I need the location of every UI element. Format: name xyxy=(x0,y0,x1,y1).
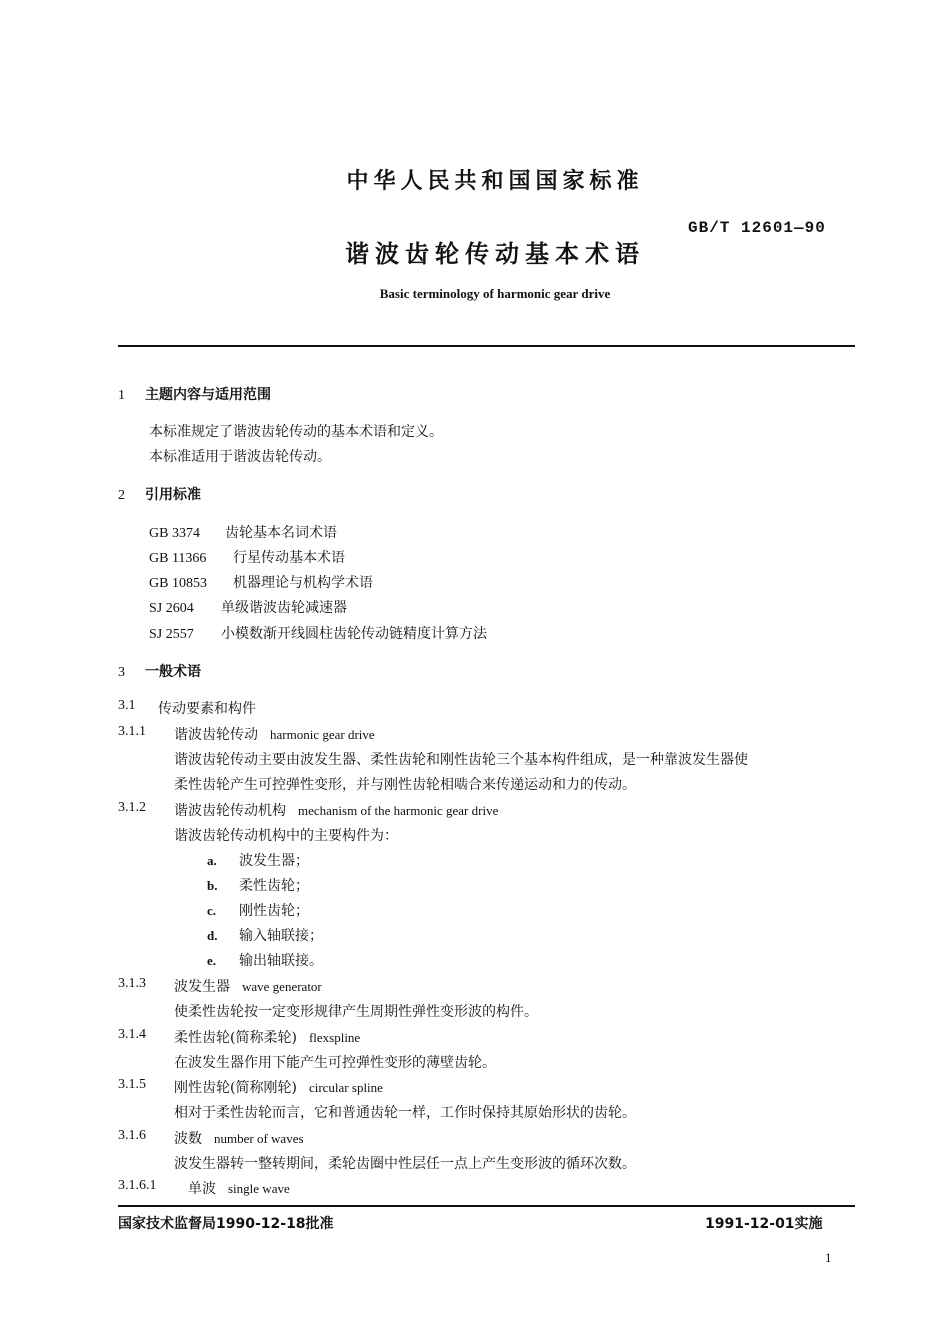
list-item-label: d. xyxy=(207,928,218,943)
term-number: 3.1 xyxy=(118,698,136,713)
term-title: 刚性齿轮(简称刚轮) xyxy=(174,1080,297,1096)
list-item xyxy=(207,900,309,920)
term-entry xyxy=(174,1128,304,1148)
term-definition: 谐波齿轮传动机构中的主要构件为： xyxy=(174,828,398,844)
list-item-text: 刚性齿轮； xyxy=(239,903,309,919)
section-heading xyxy=(118,384,271,404)
term-definition: 谐波齿轮传动主要由波发生器、柔性齿轮和刚性齿轮三个基本构件组成，是一种靠波发生器使 xyxy=(174,752,748,768)
national-standard-heading: 中华人民共和国国家标准 xyxy=(346,169,644,194)
section-title: 一般术语 xyxy=(145,664,201,680)
term-definition: 相对于柔性齿轮而言，它和普通齿轮一样，工作时保持其原始形状的齿轮。 xyxy=(174,1105,636,1121)
scope-paragraph: 本标准适用于谐波齿轮传动。 xyxy=(149,449,331,465)
term-english: wave generator xyxy=(242,979,322,994)
list-item xyxy=(207,850,309,870)
list-item-label: a. xyxy=(207,853,217,868)
list-item-text: 输入轴联接； xyxy=(239,928,323,944)
term-number: 3.1.6 xyxy=(118,1128,146,1143)
effective-date: 1991-12-01实施 xyxy=(705,1216,823,1232)
reference-title: 机器理论与机构学术语 xyxy=(233,575,373,591)
reference-item xyxy=(149,597,347,617)
reference-code: GB 3374 xyxy=(149,526,200,541)
term-number: 3.1.2 xyxy=(118,800,146,815)
term-definition: 柔性齿轮产生可控弹性变形，并与刚性齿轮相啮合来传递运动和力的传动。 xyxy=(174,777,636,793)
reference-code: SJ 2557 xyxy=(149,627,194,642)
header-divider xyxy=(118,345,855,347)
section-title: 主题内容与适用范围 xyxy=(145,387,271,403)
section-number: 1 xyxy=(118,388,125,403)
list-item xyxy=(207,875,309,895)
list-item-text: 柔性齿轮； xyxy=(239,878,309,894)
term-title: 波发生器 xyxy=(174,979,230,995)
list-item-label: e. xyxy=(207,953,217,968)
term-title: 谐波齿轮传动 xyxy=(174,727,258,743)
term-entry xyxy=(174,976,322,996)
section-title: 引用标准 xyxy=(145,487,201,503)
reference-item xyxy=(149,572,373,592)
reference-item xyxy=(149,522,337,542)
term-title: 波数 xyxy=(174,1131,202,1147)
term-definition: 使柔性齿轮按一定变形规律产生周期性弹性变形波的构件。 xyxy=(174,1004,538,1020)
page-number: 1 xyxy=(825,1250,832,1265)
term-entry xyxy=(174,1077,383,1097)
scope-paragraph: 本标准规定了谐波齿轮传动的基本术语和定义。 xyxy=(149,424,443,440)
reference-code: GB 11366 xyxy=(149,551,207,566)
term-english: number of waves xyxy=(214,1131,304,1146)
list-item-text: 波发生器； xyxy=(239,853,309,869)
approval-date: 国家技术监督局1990-12-18批准 xyxy=(118,1216,334,1232)
section-number: 2 xyxy=(118,488,125,503)
reference-code: GB 10853 xyxy=(149,576,207,591)
document-title-cn: 谐波齿轮传动基本术语 xyxy=(345,240,645,268)
term-number: 3.1.4 xyxy=(118,1027,146,1042)
term-english: flexspline xyxy=(308,1030,361,1045)
section-heading xyxy=(118,661,201,681)
reference-title: 单级谐波齿轮减速器 xyxy=(221,600,347,616)
footer-divider xyxy=(118,1205,855,1207)
term-definition: 在波发生器作用下能产生可控弹性变形的薄壁齿轮。 xyxy=(174,1055,496,1071)
list-item xyxy=(207,925,323,945)
term-english: single wave xyxy=(228,1181,290,1196)
standard-code: GB/T 12601—90 xyxy=(688,219,826,237)
reference-item xyxy=(149,547,345,567)
list-item-label: b. xyxy=(207,878,218,893)
reference-title: 齿轮基本名词术语 xyxy=(225,525,337,541)
section-number: 3 xyxy=(118,665,125,680)
term-number: 3.1.3 xyxy=(118,976,146,991)
term-number: 3.1.5 xyxy=(118,1077,146,1092)
term-title: 柔性齿轮(简称柔轮) xyxy=(174,1030,297,1046)
term-english: circular spline xyxy=(308,1080,383,1095)
term-entry xyxy=(174,1027,360,1047)
term-entry xyxy=(174,800,498,820)
term-title: 传动要素和构件 xyxy=(158,701,256,717)
reference-title: 行星传动基本术语 xyxy=(233,550,345,566)
reference-code: SJ 2604 xyxy=(149,601,194,616)
term-number: 3.1.6.1 xyxy=(118,1178,157,1193)
list-item-text: 输出轴联接。 xyxy=(239,953,323,969)
term-entry xyxy=(174,724,375,744)
list-item xyxy=(207,950,323,970)
term-english: mechanism of the harmonic gear drive xyxy=(298,803,499,818)
term-english: harmonic gear drive xyxy=(270,727,375,742)
section-heading xyxy=(118,484,201,504)
term-title: 单波 xyxy=(188,1181,216,1197)
term-number: 3.1.1 xyxy=(118,724,146,739)
term-definition: 波发生器转一整转期间，柔轮齿圈中性层任一点上产生变形波的循环次数。 xyxy=(174,1156,636,1172)
list-item-label: c. xyxy=(207,903,217,918)
reference-title: 小模数渐开线圆柱齿轮传动链精度计算方法 xyxy=(221,626,487,642)
term-entry xyxy=(188,1178,290,1198)
document-title-en: Basic terminology of harmonic gear drive xyxy=(379,286,611,301)
term-title: 谐波齿轮传动机构 xyxy=(174,803,286,819)
reference-item xyxy=(149,623,487,643)
